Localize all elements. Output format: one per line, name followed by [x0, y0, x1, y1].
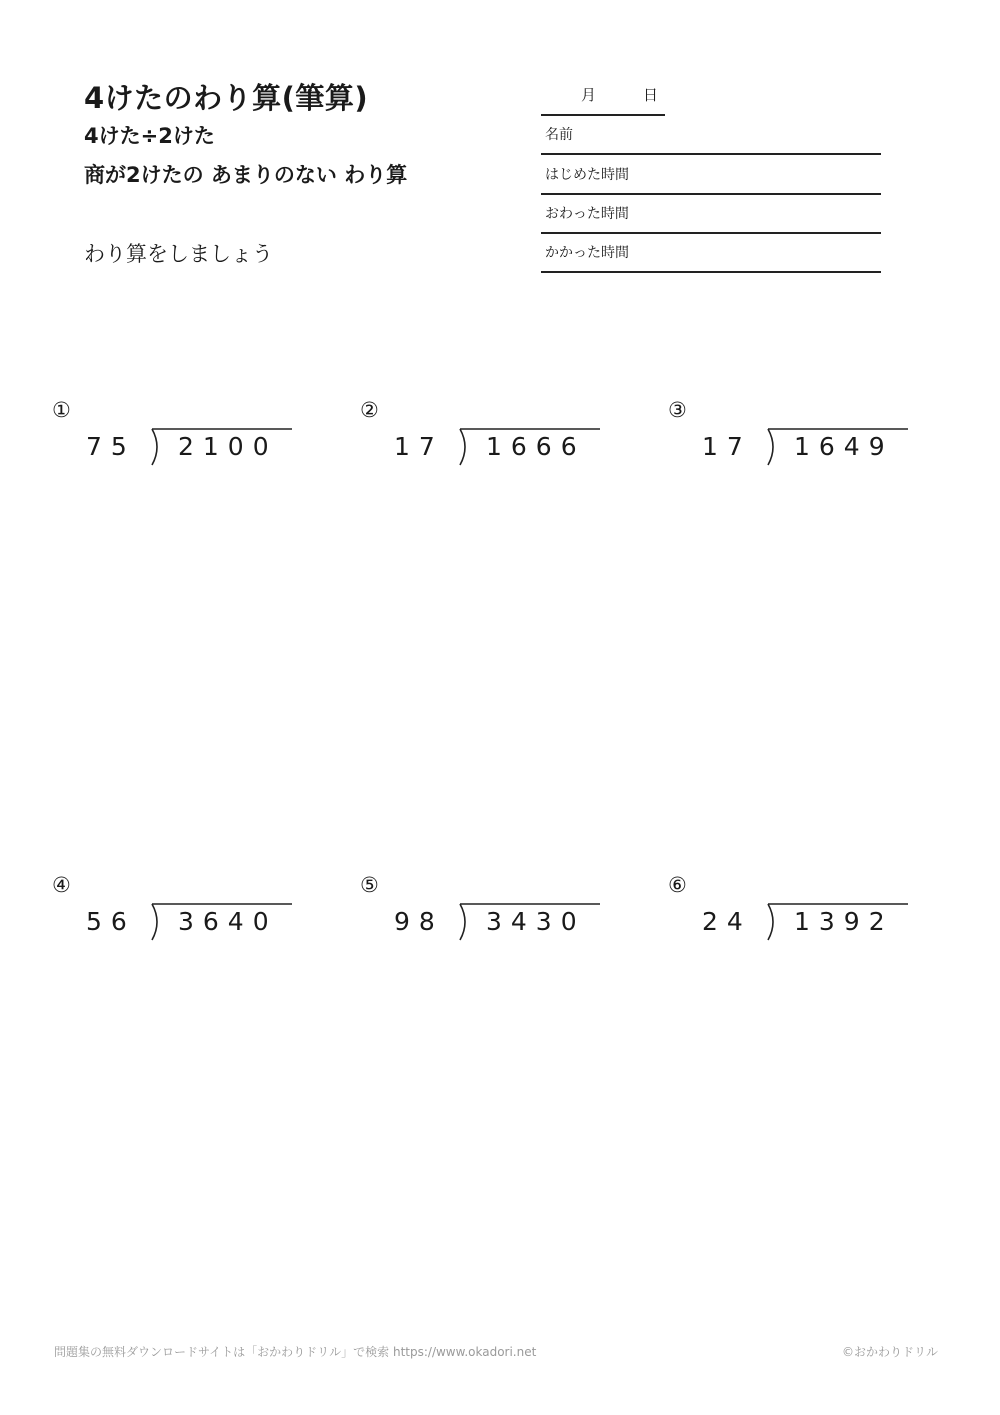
footer-copyright: ©おかわりドリル: [841, 1345, 938, 1359]
problem-number: ②: [360, 398, 379, 422]
duration-field[interactable]: [541, 233, 881, 273]
problem-4: [52, 873, 312, 953]
day-label: 日: [643, 86, 659, 104]
dividend: 2100: [178, 432, 278, 461]
divisor: 24: [702, 907, 752, 936]
name-field[interactable]: [541, 115, 881, 155]
date-field[interactable]: [541, 84, 665, 116]
problem-5: [360, 873, 620, 953]
divisor: 17: [702, 432, 752, 461]
subtitle-digits: 4けた÷2けた: [84, 124, 215, 148]
divisor: 98: [394, 907, 444, 936]
dividend: 1666: [486, 432, 586, 461]
month-label: 月: [581, 86, 597, 104]
problem-6: [668, 873, 928, 953]
subtitle-type: 商が2けたの あまりのない わり算: [84, 163, 408, 187]
problem-number: ④: [52, 873, 71, 897]
divisor: 56: [86, 907, 136, 936]
dividend: 3430: [486, 907, 586, 936]
divisor: 75: [86, 432, 136, 461]
problem-number: ⑥: [668, 873, 687, 897]
divisor: 17: [394, 432, 444, 461]
end-time-label: おわった時間: [545, 206, 629, 222]
name-label: 名前: [545, 127, 573, 143]
footer-site-info: 問題集の無料ダウンロードサイトは「おかわりドリル」で検索 https://www.okadori.net: [54, 1345, 537, 1359]
problem-number: ⑤: [360, 873, 379, 897]
dividend: 1392: [794, 907, 894, 936]
problem-number: ③: [668, 398, 687, 422]
instruction-text: わり算をしましょう: [84, 242, 273, 266]
problem-3: [668, 398, 928, 478]
start-time-label: はじめた時間: [545, 167, 629, 183]
problem-1: [52, 398, 312, 478]
end-time-field[interactable]: [541, 194, 881, 234]
problem-2: [360, 398, 620, 478]
dividend: 1649: [794, 432, 894, 461]
page-title: 4けたのわり算(筆算): [84, 81, 369, 115]
duration-label: かかった時間: [545, 245, 629, 261]
start-time-field[interactable]: [541, 155, 881, 195]
dividend: 3640: [178, 907, 278, 936]
problem-number: ①: [52, 398, 71, 422]
